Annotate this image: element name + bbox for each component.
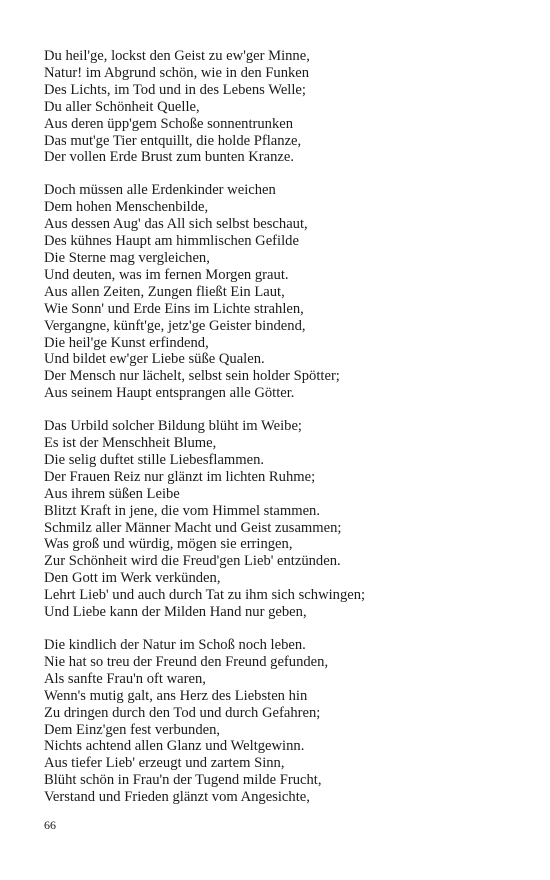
poem-line: Die heil'ge Kunst erfindend,: [44, 334, 209, 351]
poem-line: Die kindlich der Natur im Schoß noch leben.: [44, 637, 306, 653]
stanza-4: [44, 637, 524, 806]
poem-line: Nichts achtend allen Glanz und Weltgewinn.: [44, 738, 305, 755]
poem-line: Aus seinem Haupt entsprangen alle Götter.: [44, 385, 295, 402]
stanza-1: [44, 48, 524, 166]
stanza-3: [44, 418, 524, 621]
poem-line: Und bildet ew'ger Liebe süße Qualen.: [44, 351, 265, 368]
poem-line: Der Mensch nur lächelt, selbst sein holder Spötter;: [44, 368, 340, 385]
poem-line: Vergangne, künft'ge, jetz'ge Geister bindend,: [44, 317, 306, 334]
poem-line: Das mut'ge Tier entquillt, die holde Pflanze,: [44, 132, 302, 149]
poem-line: Es ist der Menschheit Blume,: [44, 435, 217, 452]
poem-line: Natur! im Abgrund schön, wie in den Funken: [44, 64, 310, 81]
poem-line: Und deuten, was im fernen Morgen graut.: [44, 266, 289, 283]
poem-line: Dem Einz'gen fest verbunden,: [44, 721, 221, 738]
poem-line: Doch müssen alle Erdenkinder weichen: [44, 182, 276, 199]
poem-line: Blüht schön in Frau'n der Tugend milde Frucht,: [44, 772, 322, 789]
poem-line: Die selig duftet stille Liebesflammen.: [44, 451, 265, 468]
poem-line: Die Sterne mag vergleichen,: [44, 249, 210, 266]
poem-line: Du aller Schönheit Quelle,: [44, 98, 200, 115]
poem-line: Und Liebe kann der Milden Hand nur geben,: [44, 604, 307, 621]
poem-line: Du heil'ge, lockst den Geist zu ew'ger Minne,: [44, 48, 310, 64]
poem-line: Des Lichts, im Tod und in des Lebens Welle;: [44, 81, 306, 98]
poem-line: Des kühnes Haupt am himmlischen Gefilde: [44, 233, 299, 250]
poem-line: Als sanfte Frau'n oft waren,: [44, 670, 206, 687]
poem-line: Das Urbild solcher Bildung blüht im Weibe;: [44, 418, 302, 435]
poem-line: Verstand und Frieden glänzt vom Angesichte,: [44, 789, 310, 806]
poem-line: Aus allen Zeiten, Zungen fließt Ein Laut,: [44, 283, 285, 300]
poem-line: Schmilz aller Männer Macht und Geist zusammen;: [44, 519, 342, 536]
poem-line: Wie Sonn' und Erde Eins im Lichte strahlen,: [44, 300, 304, 317]
poem-line: Lehrt Lieb' und auch durch Tat zu ihm sich schwingen;: [44, 587, 366, 604]
poem-line: Der vollen Erde Brust zum bunten Kranze.: [44, 149, 295, 166]
poem-line: Der Frauen Reiz nur glänzt im lichten Ruhme;: [44, 468, 316, 485]
stanza-2: [44, 182, 524, 402]
poem-line: Nie hat so treu der Freund den Freund gefunden,: [44, 653, 329, 670]
poem-line: Aus deren üpp'gem Schoße sonnentrunken: [44, 115, 294, 132]
poem-body: [44, 48, 524, 822]
poem-line: Dem hohen Menschenbilde,: [44, 199, 209, 216]
poem-line: Den Gott im Werk verkünden,: [44, 570, 221, 587]
poem-line: Aus dessen Aug' das All sich selbst beschaut,: [44, 216, 308, 233]
poem-line: Zur Schönheit wird die Freud'gen Lieb' entzünden.: [44, 553, 341, 570]
poem-line: Aus tiefer Lieb' erzeugt und zartem Sinn,: [44, 755, 285, 772]
poem-line: Blitzt Kraft in jene, die vom Himmel stammen.: [44, 502, 321, 519]
poem-line: Was groß und würdig, mögen sie erringen,: [44, 536, 293, 553]
poem-line: Aus ihrem süßen Leibe: [44, 485, 180, 502]
page-number: 66: [44, 818, 56, 832]
poem-line: Zu dringen durch den Tod und durch Gefahren;: [44, 704, 321, 721]
poem-line: Wenn's mutig galt, ans Herz des Liebsten hin: [44, 687, 308, 704]
